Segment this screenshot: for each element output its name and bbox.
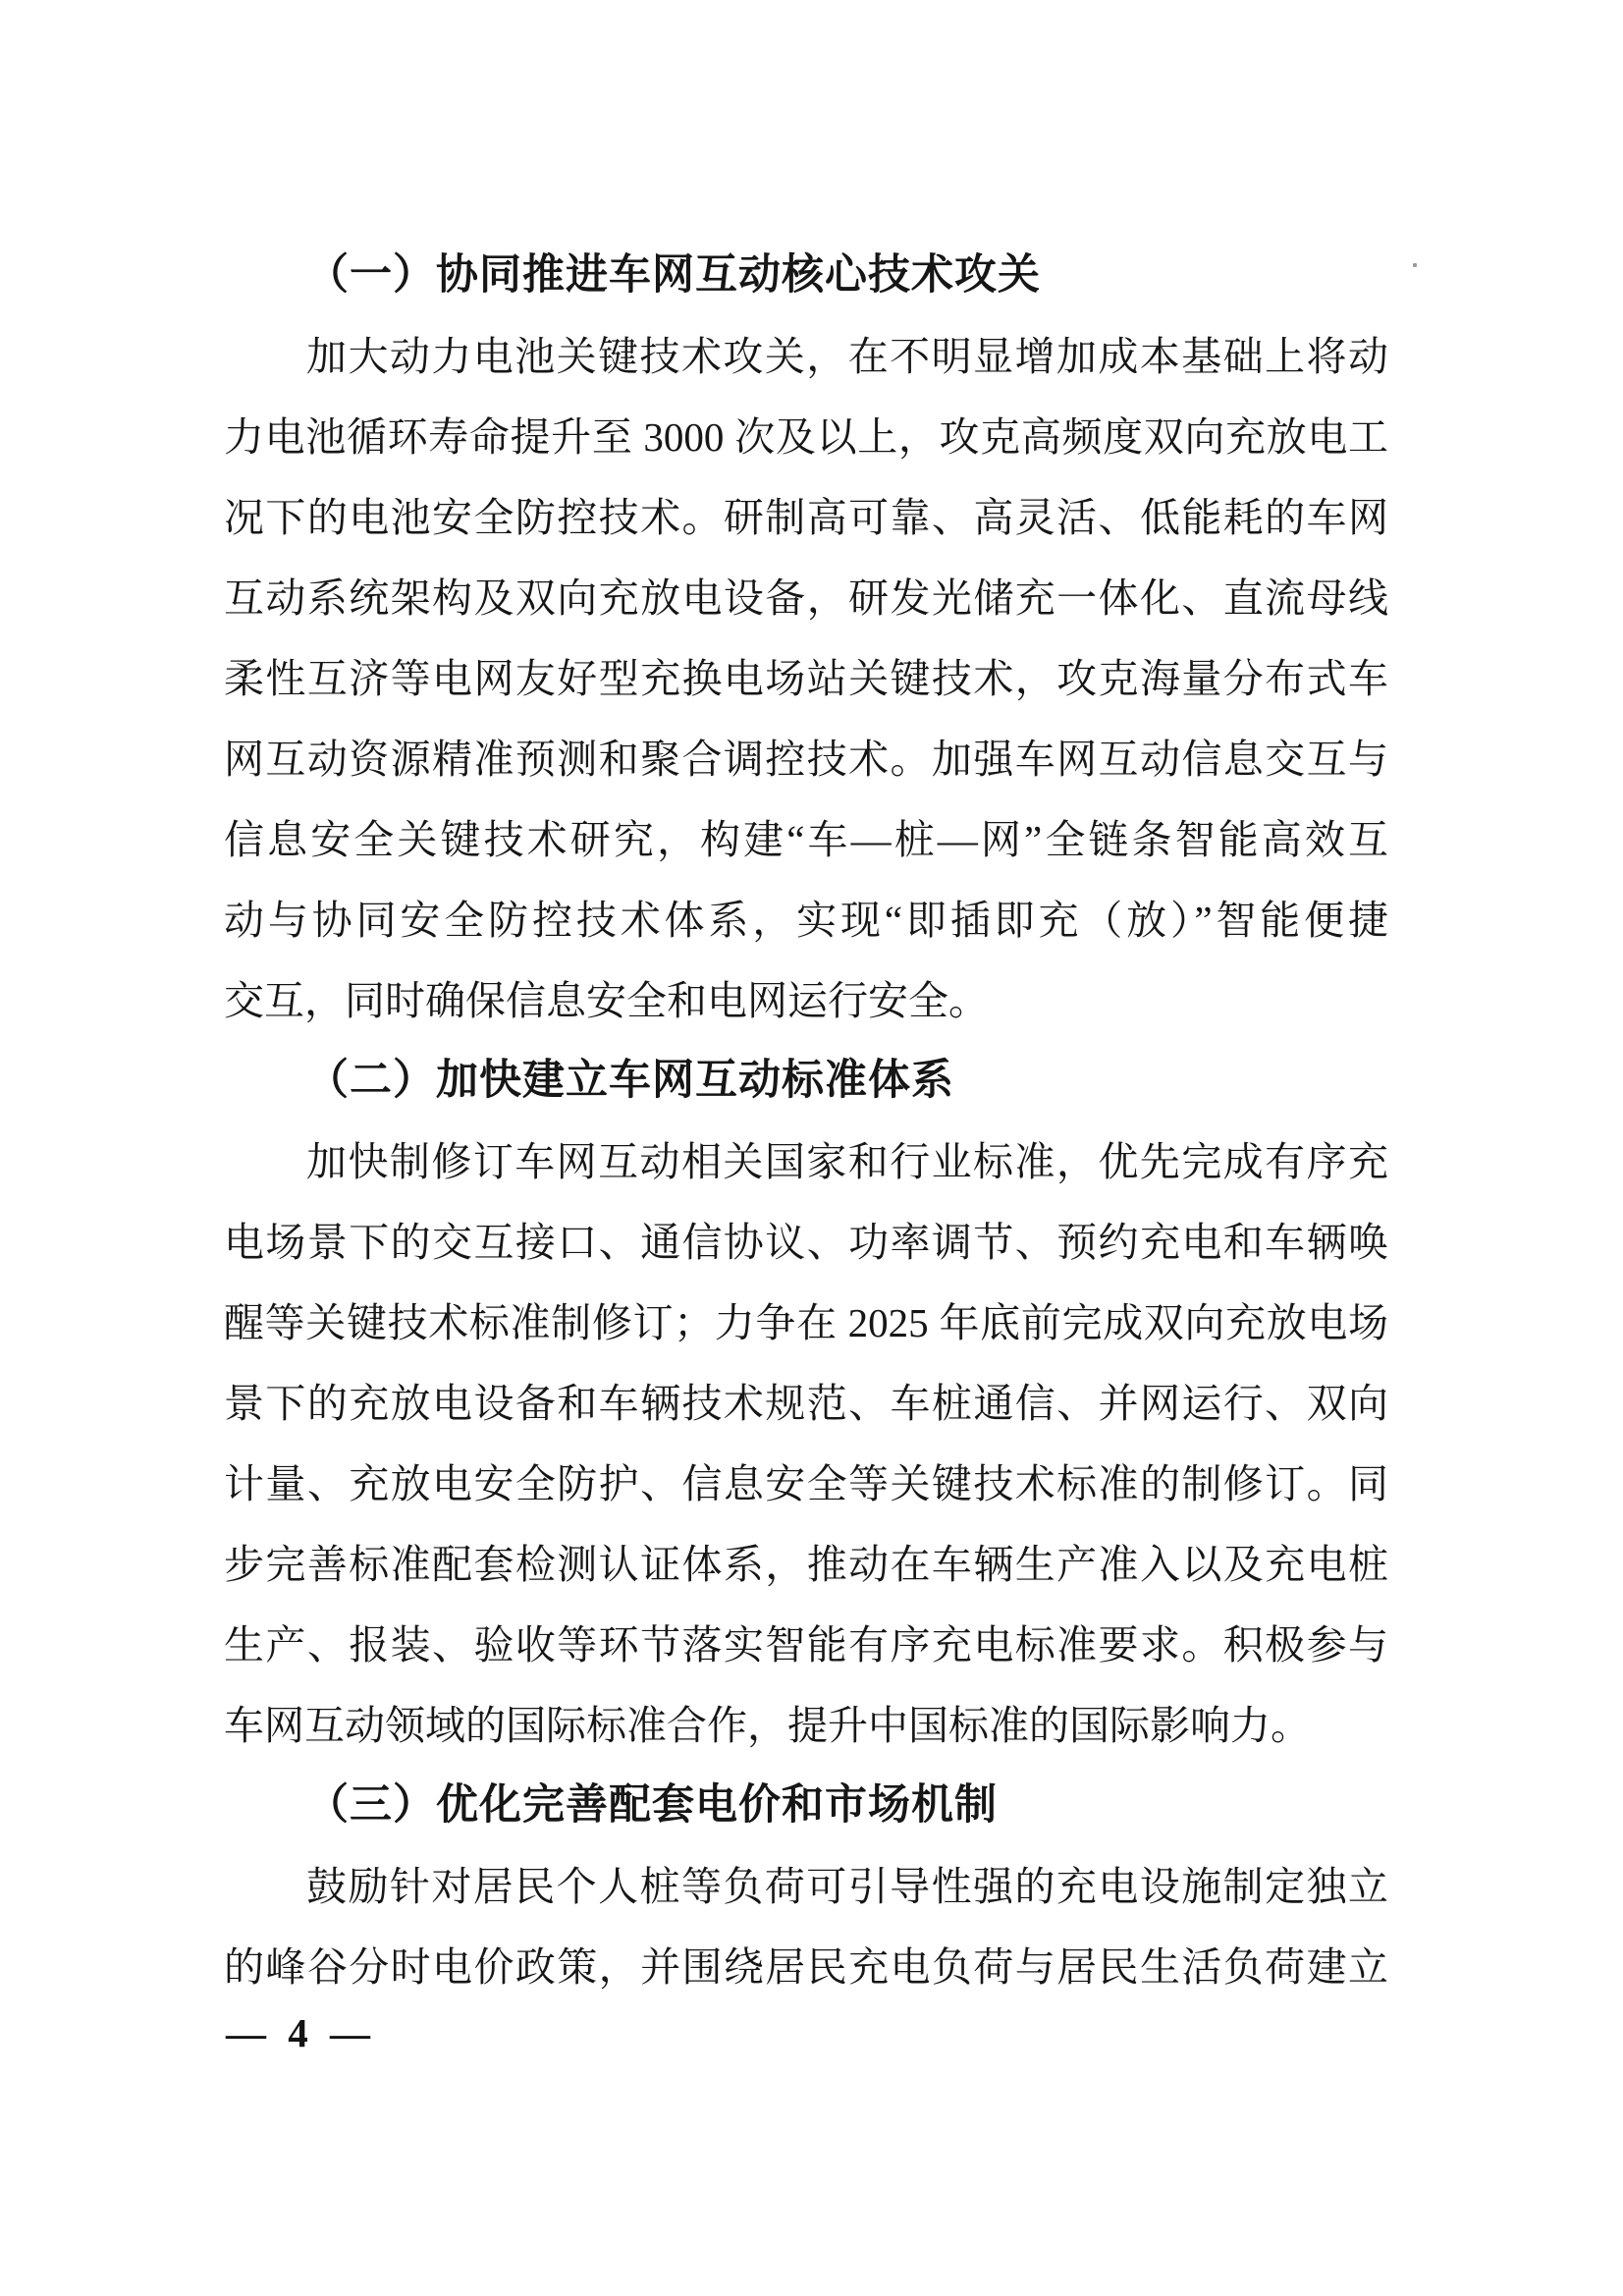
- body-line: 车网互动领域的国际标准合作，提升中国标准的国际影响力。: [224, 1703, 1311, 1748]
- body-line: 加快制修订车网互动相关国家和行业标准，优先完成有序充: [306, 1139, 1388, 1184]
- body-line: 电场景下的交互接口、通信协议、功率调节、预约充电和车辆唤: [224, 1220, 1388, 1265]
- section-heading-2: （二）加快建立车网互动标准体系: [306, 1058, 954, 1104]
- body-line: 步完善标准配套检测认证体系，推动在车辆生产准入以及充电桩: [224, 1542, 1388, 1587]
- body-line: 动与协同安全防控技术体系，实现“即插即充（放）”智能便捷: [224, 898, 1388, 943]
- body-line: 醒等关键技术标准制修订；力争在 2025 年底前完成双向充放电场: [224, 1300, 1388, 1345]
- body-line: 的峰谷分时电价政策，并围绕居民充电负荷与居民生活负荷建立: [224, 1944, 1388, 1990]
- body-line: 生产、报装、验收等环节落实智能有序充电标准要求。积极参与: [224, 1622, 1388, 1667]
- body-line: 景下的充放电设备和车辆技术规范、车桩通信、并网运行、双向: [224, 1381, 1388, 1426]
- body-line: 力电池循环寿命提升至 3000 次及以上，攻克高频度双向充放电工: [224, 414, 1388, 460]
- body-line: 鼓励针对居民个人桩等负荷可引导性强的充电设施制定独立: [306, 1864, 1388, 1909]
- body-line: 柔性互济等电网友好型充换电场站关键技术，攻克海量分布式车: [224, 656, 1388, 701]
- body-line: 加大动力电池关键技术攻关，在不明显增加成本基础上将动: [306, 334, 1388, 379]
- section-heading-1: （一）协同推进车网互动核心技术攻关: [306, 252, 1041, 299]
- page-number: — 4 —: [226, 2010, 376, 2055]
- body-line: 互动系统架构及双向充放电设备，研发光储充一体化、直流母线: [224, 575, 1388, 621]
- document-body: [224, 236, 1388, 2007]
- body-line: 计量、充放电安全防护、信息安全等关键技术标准的制修订。同: [224, 1461, 1388, 1506]
- body-line: 交互，同时确保信息安全和电网运行安全。: [224, 978, 989, 1023]
- body-line: 网互动资源精准预测和聚合调控技术。加强车网互动信息交互与: [224, 737, 1388, 782]
- body-line: 信息安全关键技术研究，构建“车—桩—网”全链条智能高效互: [224, 817, 1388, 862]
- section-heading-3: （三）优化完善配套电价和市场机制: [306, 1782, 998, 1829]
- body-line: 况下的电池安全防控技术。研制高可靠、高灵活、低能耗的车网: [224, 495, 1388, 540]
- scan-speckle: [1413, 263, 1417, 267]
